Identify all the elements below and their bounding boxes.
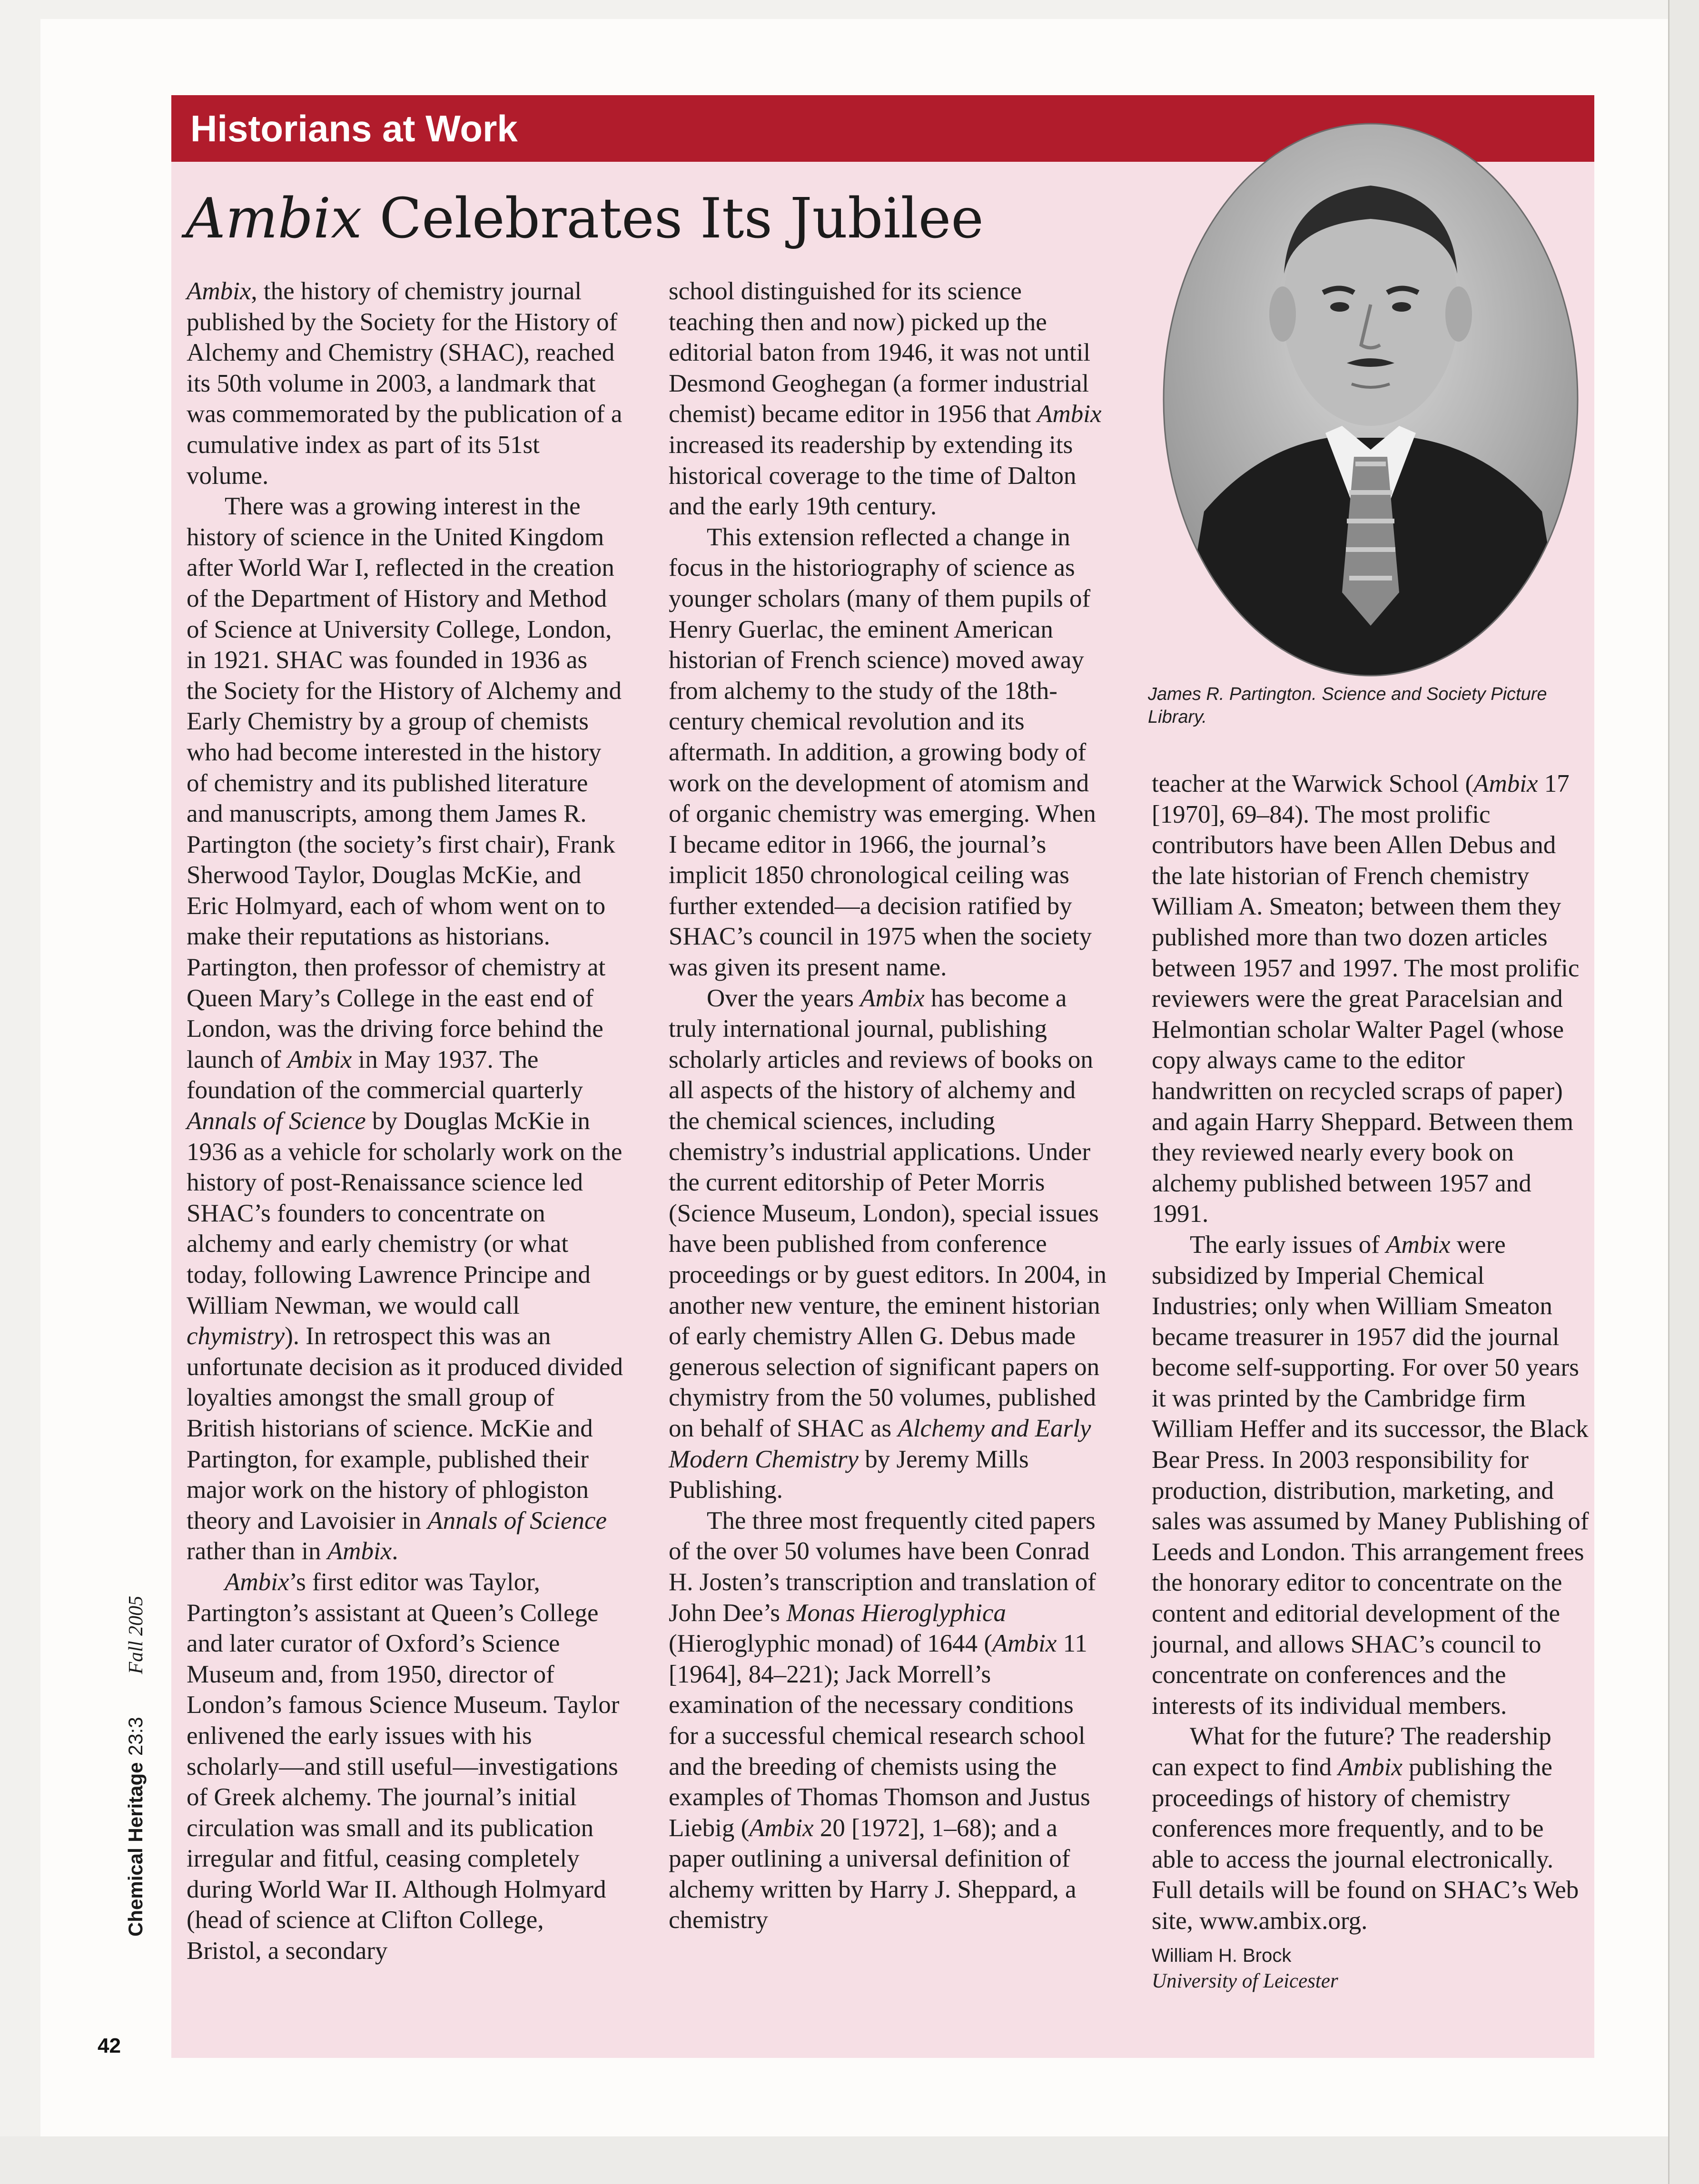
text-run: 17 [1970], 69–84). The most prolific contributors have been Allen Debus and the late historian of French chemistry William A. Smeaton; between them they published more than two dozen articles between 1957 and 1997. The most prolific reviewers were the great Paracelsian and Helmontian scholar Walter Pagel (whose copy always came to the editor handwritten on recycled scraps of paper) and again Harry Sheppard. Between them they reviewed nearly every book on alchemy published between 1957 and 1991. [1152,770,1580,1228]
text-run: 11 [1964], 84–221); Jack Morrell’s examination of the necessary conditions for a successful chemical research school and the breeding of chemists using the examples of Thomas Thomson and Justus Liebig ( [669,1630,1090,1842]
text-run: by Jeremy Mills Publishing. [669,1445,1029,1504]
article-paragraph [187,276,624,491]
page-number: 42 [98,2034,121,2057]
italic-text: Annals of Science [187,1107,366,1135]
italic-text: Ambix [860,984,925,1012]
text-run: The three most frequently cited papers of the over 50 volumes have been Conrad H. Josten’s transcription and translation of John Dee’s [669,1506,1096,1627]
magazine-name: Chemical Heritage [124,1762,147,1937]
italic-text: Ambix [1037,400,1102,428]
volume-number: 23:3 [124,1717,147,1756]
text-run: (Hieroglyphic monad) of 1644 ( [669,1630,992,1658]
italic-text: Ambix [287,1045,352,1073]
article-paragraph [669,276,1106,522]
author-name: William H. Brock [1152,1945,1292,1966]
text-run: were subsidized by Imperial Chemical Industries; only when William Smeaton became treasurer in 1957 did the journal become self-supporting. For over 50 years it was printed by the Cambridge firm William Heffer and its successor, the Black Bear Press. In 2003 responsibility for production, distribution, marketing, and sales was assumed by Maney Publishing of Leeds and London. This arrangement frees the honorary editor to concentrate on the content and editorial development of the journal, and allows SHAC’s council to concentrate on conferences and the interests of its individual members. [1152,1230,1589,1720]
text-run: . [392,1537,398,1565]
italic-text: Ambix [1473,770,1538,797]
text-run: has become a truly international journal, publishing scholarly articles and reviews of books on all aspects of the history of alchemy and the chemical sciences, including chemistry’s industrial applications. Under the current editorship of Peter Morris (Science Museum, London), special issues have been published from conference proceedings or by guest editors. In 2004, in another new venture, the eminent historian of early chemistry Allen G. Debus made generous selection of significant papers on chymistry from the 50 volumes, published on behalf of SHAC as [669,984,1106,1442]
text-run: teacher at the Warwick School ( [1152,770,1474,797]
article-paragraph [1152,1230,1590,1722]
running-head [124,1596,148,1937]
italic-text: Ambix [1386,1230,1451,1259]
text-column-3 [1152,768,1590,1994]
text-run: ). In retrospect this was an unfortunate decision as it produced divided loyalties amongst the small group of British historians of science. McKie and Partington, for example, published their major work on the history of phlogiston theory and Lavoisier in [187,1322,623,1535]
text-run: ’s first editor was Taylor, Partington’s assistant at Queen’s College and later curator of Oxford’s Science Museum and, from 1950, director of London’s famous Science Museum. Taylor enlivened the early issues with his scholarly—and still useful—investigations of Greek alchemy. The journal’s initial circulation was small and its publication irregular and fitful, ceasing completely during World War II. Although Holmyard (head of science at Clifton College, Bristol, a secondary [187,1568,620,1965]
portrait-photo [1161,121,1580,678]
italic-text: chymistry [187,1322,285,1350]
text-run: publishing the proceedings of history of chemistry conferences more frequently, and to be able to access the journal electronically. Full details will be found on SHAC’s Web site, www.ambix.org. [1152,1753,1579,1935]
issue-date: Fall 2005 [125,1595,147,1674]
italic-text: Ambix [749,1814,814,1842]
article-paragraph [187,1567,624,1967]
article-paragraph [669,522,1106,983]
section-banner: Historians at Work [171,95,1594,162]
italic-text: Annals of Science [427,1506,607,1535]
article-paragraph [669,983,1106,1505]
author-affiliation: University of Leicester [1152,1969,1338,1992]
italic-text: Ambix [992,1630,1057,1658]
text-run: Over the years [707,984,860,1012]
text-run: There was a growing interest in the history of science in the United Kingdom after World War I, reflected in the creation of the Department of History and Method of Science at University College, London, in 1921. SHAC was founded in 1936 as the Society for the History of Alchemy and Early Chemistry by a group of chemists who had become interested in the history of chemistry and its published literature and manuscripts, among them James R. Partington (the society’s first chair), Frank Sherwood Taylor, Douglas McKie, and Eric Holmyard, each of whom went on to make their reputations as historians. Partington, then professor of chemistry at Queen Mary’s College in the east end of London, was the driving force behind the launch of [187,492,622,1073]
article-paragraph [1152,768,1590,1230]
text-run: This extension reflected a change in focus in the historiography of science as younger scholars (many of them pupils of Henry Guerlac, the eminent American historian of French science) moved away from alchemy to the study of the 18th-century chemical revolution and its aftermath. In addition, a growing body of work on the development of atomism and of organic chemistry was emerging. When I became editor in 1966, the journal’s implicit 1850 chronological ceiling was further extended—a decision ratified by SHAC’s council in 1975 when the society was given its present name. [669,523,1096,982]
text-run: , the history of chemistry journal published by the Society for the History of Alchemy and Chemistry (SHAC), reached its 50th volume in 2003, a landmark that was commemorated by the publication of a cumulative index as part of its 51st volume. [187,277,622,490]
article-paragraph [1152,1721,1590,1936]
text-run: What for the future? The readership can expect to find [1152,1722,1551,1781]
italic-text: Ambix [187,277,251,305]
italic-text: Alchemy and Early Modern Chemistry [669,1414,1091,1473]
article-title [186,183,1137,255]
page-gutter [1668,0,1699,2184]
text-run: The early issues of [1190,1230,1386,1259]
text-run: increased its readership by extending its historical coverage to the time of Dalton and the early 19th century. [669,431,1077,521]
text-run: rather than in [187,1537,327,1565]
text-run: by Douglas McKie in 1936 as a vehicle for scholarly work on the history of post-Renaissance science led SHAC’s founders to concentrate on alchemy and early chemistry (or what today, following Lawrence Principe and William Newman, we would call [187,1107,622,1319]
scan-bottom-edge [0,2136,1668,2184]
title-journal-name: Ambix [186,187,362,251]
text-run: 20 [1972], 1–68); and a paper outlining a universal definition of alchemy written by Harry J. Sheppard, a chemistry [669,1814,1077,1934]
title-rest: Celebrates Its Jubilee [362,187,984,251]
photo-caption: James R. Partington. Science and Society Picture Library. [1148,684,1547,727]
italic-text: Monas Hieroglyphica [786,1599,1007,1627]
text-column-2 [669,276,1106,1936]
article-paragraph [669,1505,1106,1936]
italic-text: Ambix [1338,1753,1403,1781]
article-paragraph [187,491,624,1567]
text-run: in May 1937. The foundation of the commercial quarterly [187,1045,583,1104]
text-run: school distinguished for its science teaching then and now) picked up the editorial baton from 1946, it was not until Desmond Geoghegan (a former industrial chemist) became editor in 1956 that [669,277,1091,428]
italic-text: Ambix [225,1568,289,1596]
text-column-1 [187,276,624,1967]
italic-text: Ambix [327,1537,392,1565]
